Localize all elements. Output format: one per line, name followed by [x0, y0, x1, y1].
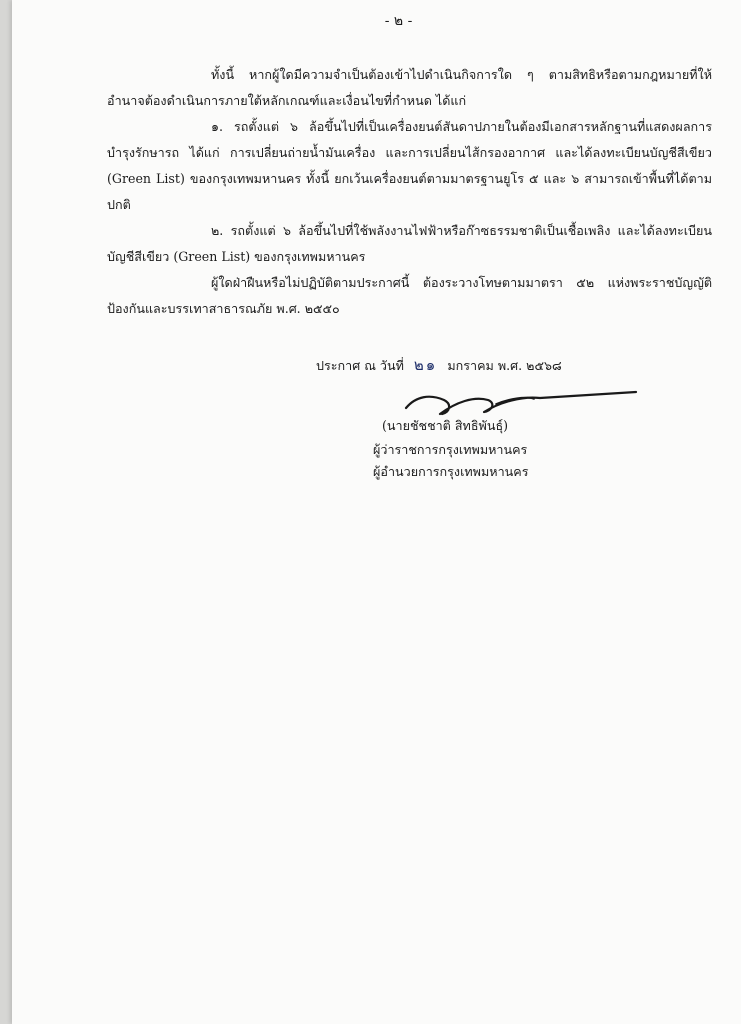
signer-name: (นายชัชชาติ สิทธิพันธุ์) — [382, 418, 509, 433]
announcement-day: ๒๑ — [413, 356, 438, 374]
paragraph-penalty: ผู้ใดฝ่าฝืนหรือไม่ปฏิบัติตามประกาศนี้ ต้องระวางโทษตามมาตรา ๕๒ แห่งพระราชบัญญัติป้องกันและบรรเทาสาธารณภัย พ.ศ. ๒๕๕๐ — [107, 275, 712, 316]
document-page — [12, 0, 741, 1024]
announcement-prefix: ประกาศ ณ วันที่ — [316, 358, 404, 373]
page-number: - ๒ - — [384, 13, 413, 29]
signer-position-governor: ผู้ว่าราชการกรุงเทพมหานคร — [373, 442, 528, 457]
announcement-date — [316, 353, 562, 377]
signer-position-director: ผู้อำนวยการกรุงเทพมหานคร — [373, 464, 529, 479]
paragraph-conditions-intro: ทั้งนี้ หากผู้ใดมีความจำเป็นต้องเข้าไปดำเนินกิจการใด ๆ ตามสิทธิหรือตามกฎหมายที่ให้อำนาจต้องดำเนินการภายใต้หลักเกณฑ์และเงื่อนไขที่กำหนด ได้แก่ — [107, 67, 712, 108]
paragraph-condition-2: ๒. รถตั้งแต่ ๖ ล้อขึ้นไปที่ใช้พลังงานไฟฟ้าหรือก๊าซธรรมชาติเป็นเชื้อเพลิง และได้ลงทะเบียนบัญชีสีเขียว (Green List) ของกรุงเทพมหานคร — [107, 223, 712, 264]
paragraph-condition-1: ๑. รถตั้งแต่ ๖ ล้อขึ้นไปที่เป็นเครื่องยนต์สันดาปภายในต้องมีเอกสารหลักฐานที่แสดงผลการบำรุงรักษารถ ได้แก่ การเปลี่ยนถ่ายน้ำมันเครื่อง และการเปลี่ยนไส้กรองอากาศ และได้ลงทะเบียนบัญชีสีเขียว (Green List) ของกรุงเทพมหานคร ทั้งนี้ ยกเว้นเครื่องยนต์ตามมาตรฐานยูโร ๕ และ ๖ สามารถเข้าพื้นที่ได้ตามปกติ — [107, 119, 712, 212]
announcement-month-year: มกราคม พ.ศ. ๒๕๖๘ — [447, 358, 562, 373]
